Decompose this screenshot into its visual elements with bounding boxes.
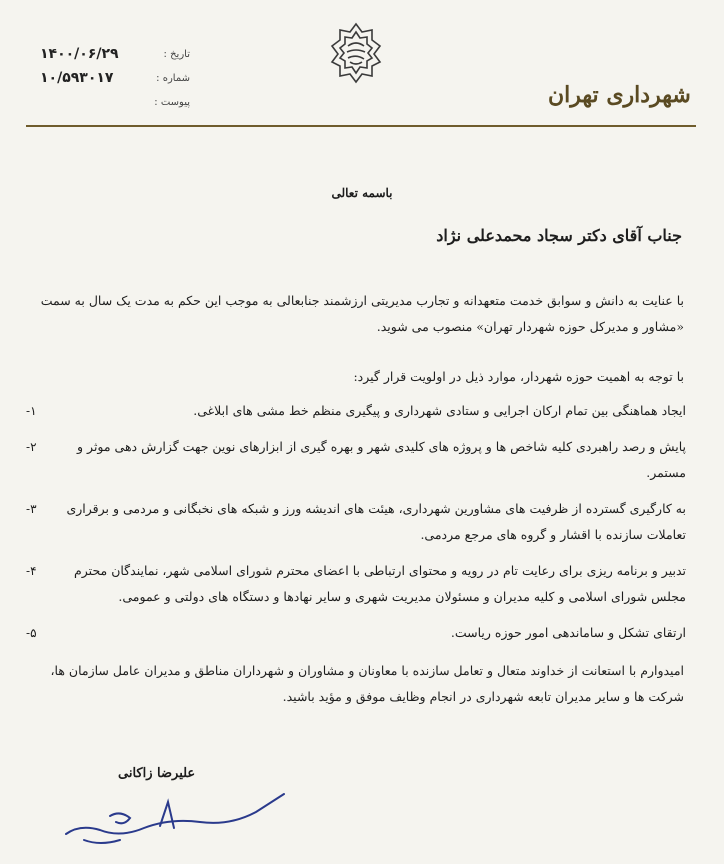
- attachment-row: [40, 90, 190, 114]
- handwritten-signature-icon: [60, 780, 290, 850]
- number-label: شماره :: [156, 72, 190, 84]
- municipality-title: شهرداری تهران: [548, 82, 691, 108]
- attachment-label: پیوست :: [154, 96, 190, 108]
- list-item-text: به کارگیری گسترده از ظرفیت های مشاورین شهرداری، هیئت های اندیشه ورز و شبکه های نخبگانی و مردمی و برقراری تعاملات سازنده با اقشار و گروه های مرجع مردمی.: [66, 501, 686, 542]
- list-item: [26, 620, 686, 646]
- number-value: ۱۰/۵۹۳۰۱۷: [40, 70, 114, 86]
- list-item: [26, 496, 686, 548]
- list-item-text: تدبیر و برنامه ریزی برای رعایت تام در رویه و محتوای ارتباطی با اعضای محترم شورای اسلامی شهر، نمایندگان محترم مجلس شورای اسلامی و کلیه مدیران و مسئولان مدیریت شهری و سایر نهادها و دستگاه های دولتی و عمومی.: [74, 563, 686, 604]
- list-item: [26, 398, 686, 424]
- list-item-number: ۱-: [26, 404, 37, 418]
- list-item-number: ۳-: [26, 502, 37, 516]
- date-row: [40, 42, 190, 66]
- list-item-text: ایجاد هماهنگی بین تمام ارکان اجرایی و ستادی شهرداری و پیگیری منظم خط مشی های ابلاغی.: [193, 403, 686, 418]
- paragraph-appointment: با عنایت به دانش و سوابق خدمت متعهدانه و تجارب مدیریتی ارزشمند جنابعالی به موجب این حکم به مدت یک سال به سمت «مشاور و مدیرکل حوزه شهردار تهران» منصوب می شوید.: [40, 293, 684, 334]
- list-item: [26, 434, 686, 486]
- date-label: تاریخ :: [163, 48, 190, 60]
- list-item-number: ۴-: [26, 564, 37, 578]
- list-item-number: ۲-: [26, 440, 37, 454]
- signer-name: علیرضا زاکانی: [118, 766, 196, 781]
- closing-paragraph: امیدوارم با استعانت از خداوند متعال و تعامل سازنده با معاونان و مشاوران و شهرداران مناطق و مدیران عامل سازمان ها، شرکت ها و سایر مدیران تابعه شهرداری در انجام وظایف موفق و مؤید باشید.: [50, 663, 684, 704]
- number-row: [40, 66, 190, 90]
- priority-list: [26, 398, 686, 656]
- list-item: [26, 558, 686, 610]
- invocation: باسمه تعالی: [331, 186, 393, 200]
- addressee: جناب آقای دکتر سجاد محمدعلی نژاد: [436, 226, 682, 245]
- list-item-number: ۵-: [26, 626, 37, 640]
- tehran-municipality-emblem-icon: [328, 22, 384, 84]
- paragraph-priorities: با توجه به اهمیت حوزه شهردار، موارد ذیل در اولویت قرار گیرد:: [353, 369, 684, 384]
- letter-meta: [40, 42, 190, 114]
- list-item-text: پایش و رصد راهبردی کلیه شاخص ها و پروژه های کلیدی شهر و بهره گیری از ابزارهای نوین جهت گزارش دهی موثر و مستمر.: [77, 439, 686, 480]
- date-value: ۱۴۰۰/۰۶/۲۹: [40, 46, 119, 62]
- header-divider: [26, 125, 696, 127]
- list-item-text: ارتقای تشکل و ساماندهی امور حوزه ریاست.: [450, 625, 686, 640]
